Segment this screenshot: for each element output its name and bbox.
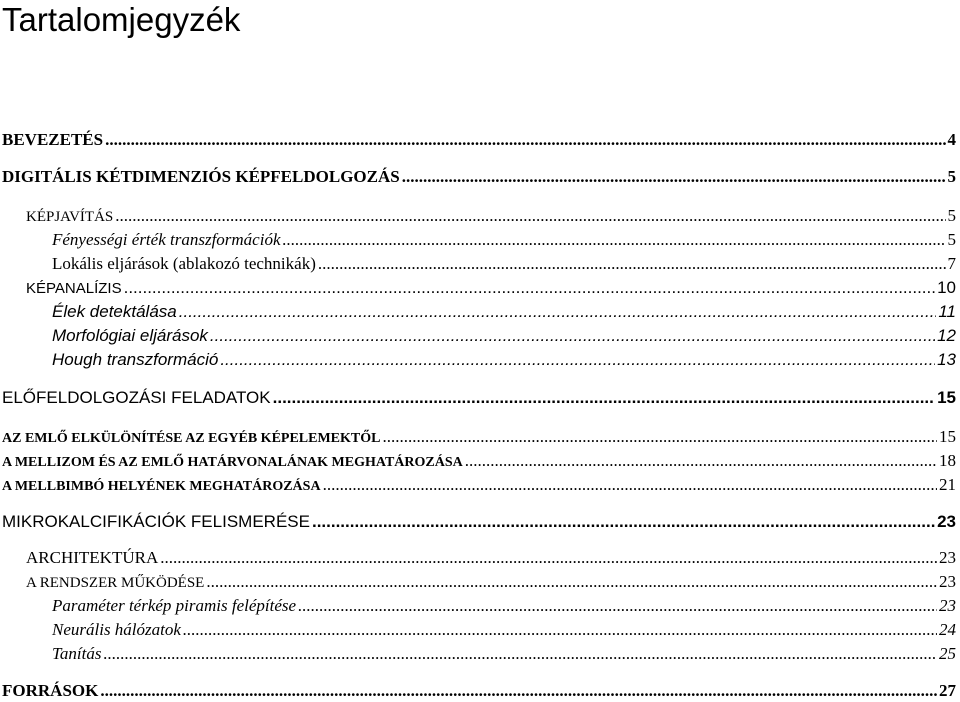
toc-leader-dots	[273, 387, 935, 409]
toc-entry-text: KÉPANALÍZIS	[26, 280, 122, 297]
toc-leader-dots	[220, 349, 935, 371]
toc-entry-mellizom-hatarvonal[interactable]	[2, 450, 956, 472]
toc-entry-text: Morfológiai eljárások	[52, 326, 208, 345]
toc-entry-forrasok[interactable]	[2, 680, 956, 702]
toc-page-number: 5	[947, 206, 956, 225]
toc-page-number: 23	[939, 596, 956, 615]
toc-entry-hough-transzformacio[interactable]	[52, 349, 956, 371]
toc-page-number: 27	[939, 681, 956, 700]
toc-entry-text: A MELLBIMBÓ HELYÉNEK MEGHATÁROZÁSA	[2, 479, 321, 494]
toc-leader-dots	[160, 547, 937, 569]
toc-page-number: 24	[939, 620, 956, 639]
toc-entry-bevezetes[interactable]	[2, 129, 956, 151]
toc-leader-dots	[100, 680, 937, 702]
toc-entry-digitalis-kepfeldolgozas[interactable]	[2, 166, 956, 188]
toc-entry-text: Paraméter térkép piramis felépítése	[52, 596, 297, 615]
toc-entry-text: KÉPJAVÍTÁS	[26, 209, 114, 225]
toc-page-number: 15	[937, 388, 956, 407]
toc-page-number: 4	[947, 130, 956, 149]
toc-page-number: 5	[947, 230, 956, 249]
toc-leader-dots	[210, 325, 935, 347]
toc-entry-text: DIGITÁLIS KÉTDIMENZIÓS KÉPFELDOLGOZÁS	[2, 167, 400, 186]
toc-entry-kepjavitas[interactable]	[26, 205, 956, 227]
toc-entry-text: BEVEZETÉS	[2, 130, 104, 149]
toc-leader-dots	[206, 571, 937, 593]
toc-entry-neuralis-halozatok[interactable]	[52, 619, 956, 641]
toc-page-number: 15	[939, 427, 956, 446]
toc-leader-dots	[183, 619, 937, 641]
toc-page-number: 11	[938, 302, 956, 321]
toc-entry-text: AZ EMLŐ ELKÜLÖNÍTÉSE AZ EGYÉB KÉPELEMEKTŐL	[2, 431, 381, 446]
toc-page-number: 23	[937, 512, 956, 531]
toc-leader-dots	[382, 426, 937, 448]
toc-leader-dots	[402, 166, 946, 188]
toc-entry-text: MIKROKALCIFIKÁCIÓK FELISMERÉSE	[2, 512, 310, 531]
toc-entry-kepanalizis[interactable]	[26, 277, 956, 299]
toc-page-number: 7	[947, 254, 956, 273]
toc-leader-dots	[283, 229, 946, 251]
toc-page-number: 21	[939, 475, 956, 494]
toc-page-number: 12	[937, 326, 956, 345]
toc-entry-text: A MELLIZOM ÉS AZ EMLŐ HATÁRVONALÁNAK MEGHATÁROZÁSA	[2, 455, 463, 470]
toc-leader-dots	[103, 643, 937, 665]
toc-entry-architektura[interactable]	[26, 547, 956, 569]
toc-leader-dots	[323, 474, 937, 496]
toc-page-number: 25	[939, 644, 956, 663]
toc-entry-emlo-elkulonitese[interactable]	[2, 426, 956, 448]
toc-entry-elofeldolgozasi-feladatok[interactable]	[2, 387, 956, 409]
toc-entry-text: Fényességi érték transzformációk	[52, 230, 281, 249]
page-title: Tartalomjegyzék	[2, 1, 241, 38]
toc-entry-fenyessegi-ertek[interactable]	[52, 229, 956, 251]
toc-page-number: 23	[939, 572, 956, 591]
toc-leader-dots	[312, 511, 935, 533]
toc-page-number: 5	[947, 167, 956, 186]
toc-entry-text: A RENDSZER MŰKÖDÉSE	[26, 575, 205, 591]
toc-entry-text: ARCHITEKTÚRA	[26, 548, 159, 567]
toc-leader-dots	[124, 277, 935, 299]
toc-entry-elek-detektalasa[interactable]	[52, 301, 956, 323]
toc-entry-rendszer-mukodese[interactable]	[26, 571, 956, 593]
toc-entry-lokalis-eljarasok[interactable]	[52, 253, 956, 275]
toc-entry-text: FORRÁSOK	[2, 681, 99, 700]
toc-entry-mikrokalcifikaciok[interactable]	[2, 511, 956, 533]
toc-entry-parameter-terkep[interactable]	[52, 595, 956, 617]
toc-leader-dots	[179, 301, 937, 323]
toc-leader-dots	[298, 595, 937, 617]
toc-page-number: 10	[937, 278, 956, 297]
toc-entry-tanitas[interactable]	[52, 643, 956, 665]
toc-entry-text: Neurális hálózatok	[52, 620, 181, 639]
toc-entry-text: Tanítás	[52, 644, 102, 663]
toc-leader-dots	[465, 450, 937, 472]
toc-entry-text: Élek detektálása	[52, 302, 177, 321]
toc-page-number: 13	[937, 350, 956, 369]
toc-entry-text: ELŐFELDOLGOZÁSI FELADATOK	[2, 388, 271, 407]
toc-leader-dots	[115, 205, 945, 227]
toc-entry-text: Lokális eljárások (ablakozó technikák)	[52, 254, 316, 273]
toc-page-number: 23	[939, 548, 956, 567]
toc-entry-morfologiai-eljarasok[interactable]	[52, 325, 956, 347]
toc-page-number: 18	[939, 451, 956, 470]
toc-entry-text: Hough transzformáció	[52, 350, 219, 369]
toc-entry-mellbimbo-helye[interactable]	[2, 474, 956, 496]
toc-leader-dots	[105, 129, 945, 151]
toc-leader-dots	[318, 253, 946, 275]
